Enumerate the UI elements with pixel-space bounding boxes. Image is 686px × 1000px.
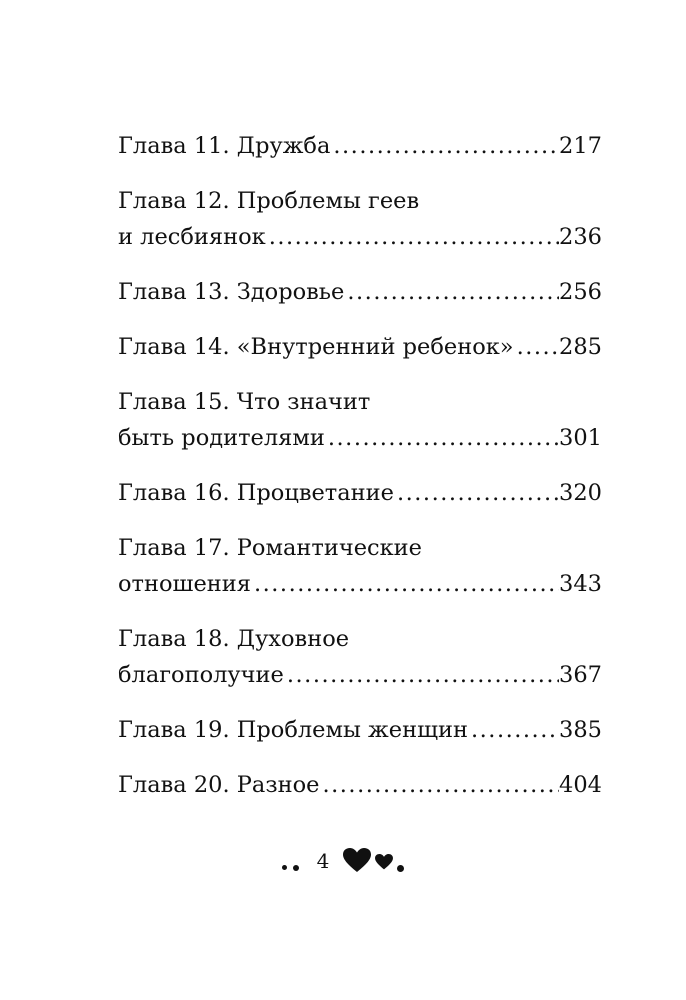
toc-entry-title: отношения (118, 571, 251, 597)
toc-entry-title-line1: Глава 12. Проблемы геев (118, 188, 420, 214)
toc-entry-title: Глава 20. Разное (118, 772, 320, 798)
dot-leader (514, 329, 559, 365)
toc-entry-16 (118, 475, 602, 511)
toc-entry-page: 236 (559, 224, 602, 250)
toc-entry-17 (118, 530, 602, 602)
toc-entry-13 (118, 274, 602, 310)
small-dot-icon (293, 865, 299, 871)
toc-entry-title-line1: Глава 17. Романтические (118, 535, 422, 561)
large-heart-icon (343, 848, 371, 873)
toc-entry-title: Глава 13. Здоровье (118, 279, 345, 305)
toc-entry-title: Глава 11. Дружба (118, 133, 331, 159)
toc-entry-title: Глава 14. «Внутренний ребенок» (118, 334, 514, 360)
dot-leader (468, 712, 559, 748)
toc-entry-19 (118, 712, 602, 748)
small-dot-icon (397, 865, 404, 872)
toc-entry-title: и лесбиянок (118, 224, 266, 250)
toc-entry-title: Глава 16. Процветание (118, 480, 394, 506)
dot-leader (394, 475, 559, 511)
page-number: 4 (316, 848, 330, 873)
toc-entry-page: 285 (559, 334, 602, 360)
small-heart-icon (375, 854, 393, 870)
toc-entry-page: 404 (559, 772, 602, 798)
toc-entry-page: 367 (559, 662, 602, 688)
toc-entry-12 (118, 183, 602, 255)
toc-entry-11 (118, 128, 602, 164)
toc-entry-title: быть родителями (118, 425, 325, 451)
toc-entry-title: Глава 19. Проблемы женщин (118, 717, 468, 743)
page-footer (0, 848, 686, 873)
dot-leader (344, 274, 559, 310)
toc-entry-page: 385 (559, 717, 602, 743)
dot-leader (325, 420, 559, 456)
small-dot-icon (282, 865, 287, 870)
dot-leader (319, 767, 559, 803)
dot-leader (284, 657, 559, 693)
toc-entry-page: 256 (559, 279, 602, 305)
toc-entry-page: 217 (559, 133, 602, 159)
toc-entry-page: 320 (559, 480, 602, 506)
toc-entry-18 (118, 621, 602, 693)
dot-leader (251, 566, 559, 602)
dot-leader (266, 219, 559, 255)
toc-entry-page: 301 (559, 425, 602, 451)
toc-entry-title-line1: Глава 18. Духовное (118, 626, 350, 652)
toc-entry-title-line1: Глава 15. Что значит (118, 389, 371, 415)
toc-entry-14 (118, 329, 602, 365)
table-of-contents (118, 128, 602, 822)
dot-leader (330, 128, 559, 164)
toc-entry-title: благополучие (118, 662, 284, 688)
toc-entry-20 (118, 767, 602, 803)
toc-entry-15 (118, 384, 602, 456)
toc-entry-page: 343 (559, 571, 602, 597)
